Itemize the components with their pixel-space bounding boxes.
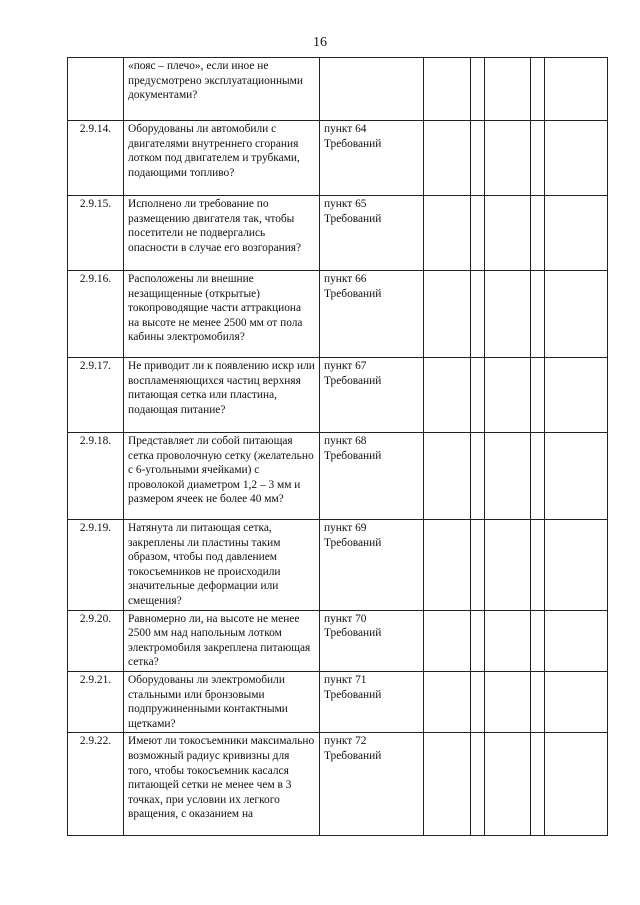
answer-yes-cell (424, 121, 471, 196)
answer-spacer-cell (531, 271, 545, 358)
item-number: 2.9.21. (68, 671, 124, 732)
answer-no-cell (485, 58, 531, 121)
note-cell (545, 121, 608, 196)
item-number: 2.9.15. (68, 196, 124, 271)
requirement-reference (320, 58, 424, 121)
note-cell (545, 271, 608, 358)
answer-spacer-cell (471, 671, 485, 732)
checklist-question: Оборудованы ли электромобили стальными или бронзовыми подпружиненными контактными щетками? (124, 671, 320, 732)
answer-spacer-cell (531, 610, 545, 671)
answer-no-cell (485, 271, 531, 358)
requirement-reference: пункт 64 Требований (320, 121, 424, 196)
answer-spacer-cell (531, 520, 545, 611)
answer-spacer-cell (531, 358, 545, 433)
table-row (68, 58, 608, 121)
answer-spacer-cell (531, 433, 545, 520)
note-cell (545, 610, 608, 671)
answer-spacer-cell (471, 733, 485, 836)
table-row (68, 733, 608, 836)
answer-no-cell (485, 671, 531, 732)
checklist-question: Расположены ли внешние незащищенные (открытые) токопроводящие части аттракциона на высоте не менее 2500 мм от пола кабины электромобиля? (124, 271, 320, 358)
table-row (68, 520, 608, 611)
requirement-reference: пункт 71 Требований (320, 671, 424, 732)
checklist-question: «пояс – плечо», если иное не предусмотрено эксплуатационными документами? (124, 58, 320, 121)
answer-spacer-cell (531, 121, 545, 196)
requirement-reference: пункт 67 Требований (320, 358, 424, 433)
table-row (68, 121, 608, 196)
answer-yes-cell (424, 271, 471, 358)
note-cell (545, 58, 608, 121)
answer-spacer-cell (471, 433, 485, 520)
requirement-reference: пункт 65 Требований (320, 196, 424, 271)
note-cell (545, 733, 608, 836)
table-row (68, 358, 608, 433)
checklist-question: Имеют ли токосъемники максимально возможный радиус кривизны для того, чтобы токосъемник касался питающей сетки не менее чем в 3 точках, при условии их легкого вращения, с оказанием на (124, 733, 320, 836)
item-number: 2.9.19. (68, 520, 124, 611)
answer-spacer-cell (471, 271, 485, 358)
item-number: 2.9.18. (68, 433, 124, 520)
requirement-reference: пункт 72 Требований (320, 733, 424, 836)
item-number: 2.9.17. (68, 358, 124, 433)
checklist-question: Натянута ли питающая сетка, закреплены ли пластины таким образом, чтобы под давлением токосъемников не происходили значительные деформации или смещения? (124, 520, 320, 611)
answer-spacer-cell (471, 196, 485, 271)
answer-yes-cell (424, 733, 471, 836)
answer-spacer-cell (531, 196, 545, 271)
answer-yes-cell (424, 58, 471, 121)
answer-yes-cell (424, 520, 471, 611)
answer-no-cell (485, 358, 531, 433)
checklist-question: Равномерно ли, на высоте не менее 2500 мм над напольным лотком электромобиля закреплена питающая сетка? (124, 610, 320, 671)
answer-no-cell (485, 520, 531, 611)
answer-spacer-cell (531, 58, 545, 121)
answer-no-cell (485, 121, 531, 196)
answer-spacer-cell (531, 671, 545, 732)
checklist-question: Представляет ли собой питающая сетка проволочную сетку (желательно с 6-угольными ячейками) с проволокой диаметром 1,2 – 3 мм и размером ячеек не более 40 мм? (124, 433, 320, 520)
answer-spacer-cell (471, 58, 485, 121)
note-cell (545, 433, 608, 520)
answer-no-cell (485, 610, 531, 671)
item-number: 2.9.22. (68, 733, 124, 836)
answer-spacer-cell (471, 121, 485, 196)
table-row (68, 271, 608, 358)
page-number: 16 (313, 35, 327, 50)
requirement-reference: пункт 68 Требований (320, 433, 424, 520)
table-row (68, 671, 608, 732)
item-number (68, 58, 124, 121)
answer-no-cell (485, 433, 531, 520)
answer-no-cell (485, 733, 531, 836)
checklist-question: Исполнено ли требование по размещению двигателя так, чтобы посетители не подвергались опасности в случае его возгорания? (124, 196, 320, 271)
checklist-rows (68, 58, 608, 836)
answer-yes-cell (424, 358, 471, 433)
answer-spacer-cell (471, 520, 485, 611)
answer-yes-cell (424, 433, 471, 520)
requirement-reference: пункт 70 Требований (320, 610, 424, 671)
checklist-question: Оборудованы ли автомобили с двигателями внутреннего сгорания лотком под двигателем и трубками, подающими топливо? (124, 121, 320, 196)
answer-spacer-cell (471, 358, 485, 433)
item-number: 2.9.14. (68, 121, 124, 196)
answer-spacer-cell (531, 733, 545, 836)
answer-yes-cell (424, 196, 471, 271)
note-cell (545, 358, 608, 433)
table-row (68, 610, 608, 671)
answer-spacer-cell (471, 610, 485, 671)
requirement-reference: пункт 69 Требований (320, 520, 424, 611)
item-number: 2.9.16. (68, 271, 124, 358)
note-cell (545, 671, 608, 732)
item-number: 2.9.20. (68, 610, 124, 671)
answer-no-cell (485, 196, 531, 271)
note-cell (545, 196, 608, 271)
table-row (68, 433, 608, 520)
answer-yes-cell (424, 671, 471, 732)
checklist-question: Не приводит ли к появлению искр или воспламеняющихся частиц верхняя питающая сетка или пластина, подающая питание? (124, 358, 320, 433)
table-row (68, 196, 608, 271)
requirement-reference: пункт 66 Требований (320, 271, 424, 358)
answer-yes-cell (424, 610, 471, 671)
checklist-table (67, 57, 608, 836)
note-cell (545, 520, 608, 611)
